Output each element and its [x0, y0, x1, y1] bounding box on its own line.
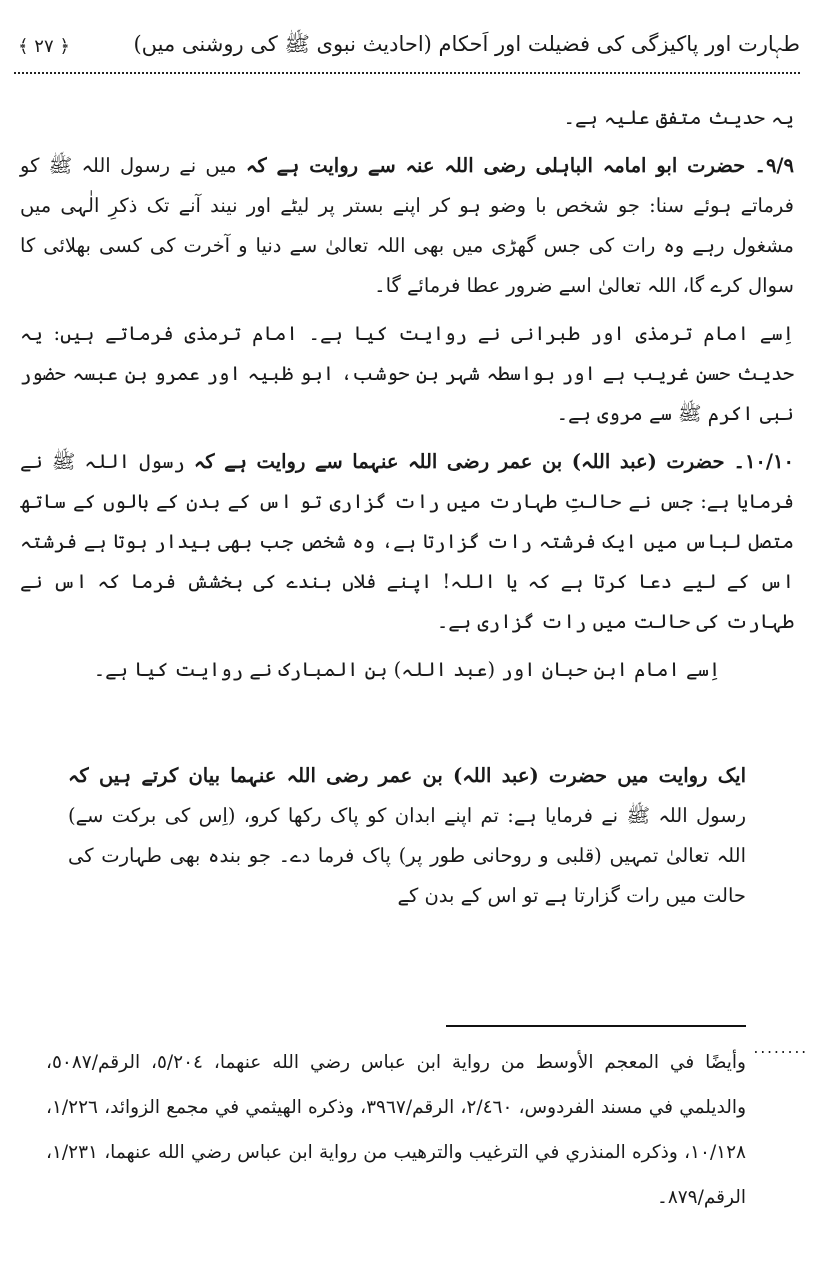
hadith-narrator: حضرت (عبد اللہ) بن عمر رضی اللہ عنہما سے روایت ہے کہ — [193, 450, 725, 473]
page-number: ﴿ ۲۷ ﴾ — [18, 35, 70, 57]
running-title: طہارت اور پاکیزگی کی فضیلت اور اَحکام (احادیث نبوی ﷺ کی روشنی میں) — [133, 31, 800, 56]
variant-lead: ایک روایت میں حضرت (عبد اللہ) بن عمر رضی اللہ عنہما بیان کرتے ہیں کہ — [68, 764, 746, 787]
paragraph-1: یہ حدیث متفق علیہ ہے۔ — [563, 106, 794, 129]
variant-text: رسول اللہ ﷺ نے فرمایا ہے: تم اپنے ابدان کو پاک رکھا کرو، (اِس کی برکت سے) اللہ تعالیٰ تمہیں (قلبی و روحانی طور پر) پاک فرما دے۔ جو بندہ بھی طہارت کی حالت میں رات گزارتا ہے تو اس کے بدن کے — [68, 804, 746, 907]
paragraph-3: اِسے امام ترمذی اور طبرانی نے روایت کیا ہے۔ امام ترمذی فرماتے ہیں: یہ حدیث حسن غریب ہے اور بواسطہ شہر بن حوشب، ابو ظبیہ اور عمرو بن عبسہ حضور نبی اکرم ﷺ سے مروی ہے۔ — [20, 322, 794, 425]
page-header — [14, 26, 800, 66]
indented-block — [68, 756, 746, 922]
footnote-marker: ........ — [752, 1042, 807, 1057]
hadith-9 — [20, 146, 794, 306]
hadith-narrator: حضرت ابو امامہ الباہلی رضی اللہ عنہ سے روایت ہے کہ — [245, 154, 746, 177]
hadith-10 — [20, 442, 794, 642]
hadith-text: رسول اللہ ﷺ نے فرمایا ہے: جس نے حالتِ طہارت میں رات گزاری تو اس کے بدن کے بالوں کے ساتھ متصل لباس میں ایک فرشتہ رات گزارتا ہے، وہ شخص جب بھی بیدار ہوتا ہے فرشتہ اس کے لیے دعا کرتا ہے کہ یا اللہ! اپنے فلاں بندے کی بخشش فرما کہ اس نے طہارت کی حالت میں رات گزاری ہے۔ — [20, 450, 794, 633]
hadith-number: ۹/۹۔ — [754, 154, 795, 177]
footnote-text: وأيضًا في المعجم الأوسط من رواية ابن عباس رضي الله عنهما، ٥/٢٠٤، الرقم/٥٠٨٧، والديلمي في مسند الفردوس، ٢/٤٦٠، الرقم/٣٩٦٧، وذكره الهيثمي في مجمع الزوائد، ١/٢٢٦، ١٠/١٢٨، وذكره المنذري في الترغيب والترهيب من رواية ابن عباس رضي الله عنهما، ١/٢٣١، الرقم/٨٧٩۔ — [46, 1052, 747, 1208]
footnote-divider — [446, 1025, 746, 1027]
paragraph-5: اِسے امام ابن حبان اور (عبد اللہ) بن المبارک نے روایت کیا ہے۔ — [93, 658, 721, 681]
hadith-text: میں نے رسول اللہ ﷺ کو فرماتے ہوئے سنا: جو شخص با وضو ہو کر اپنے بستر پر لیٹے اور نیند آنے تک ذکرِ الٰہی میں مشغول رہے وہ رات کی جس گھڑی میں بھی اللہ تعالیٰ سے دنیا و آخرت کی کسی بھلائی کا سوال کرے گا، اللہ تعالیٰ اسے ضرور عطا فرمائے گا۔ — [20, 154, 794, 297]
main-text — [20, 98, 794, 698]
hadith-variant — [68, 756, 746, 916]
hadith-number: ۱۰/۱۰۔ — [733, 450, 794, 473]
header-divider — [14, 72, 800, 74]
